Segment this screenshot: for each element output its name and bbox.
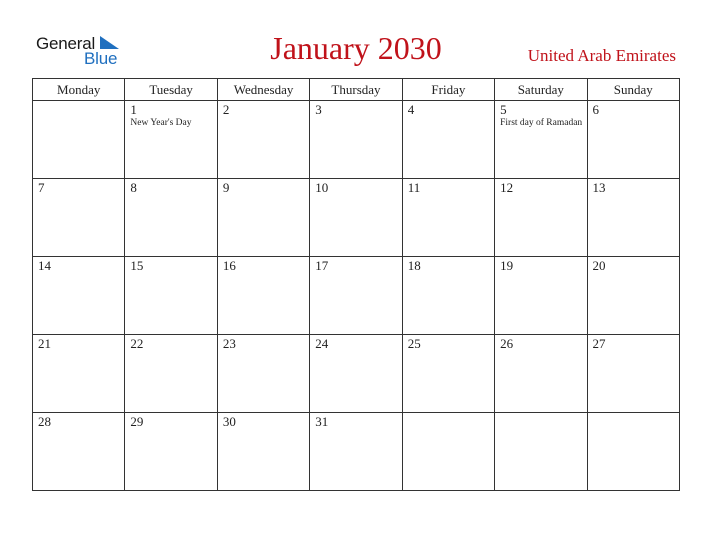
day-number: 18 (407, 258, 421, 273)
weekday-header: Tuesday (125, 79, 217, 101)
day-number: 27 (592, 336, 606, 351)
day-cell (402, 179, 494, 257)
day-number: 17 (315, 258, 329, 273)
day-cell (402, 335, 494, 413)
day-cell (587, 101, 679, 179)
day-cell (33, 257, 125, 335)
day-number: 29 (130, 414, 144, 429)
week-row (33, 257, 680, 335)
day-cell (217, 179, 309, 257)
day-cell (125, 101, 217, 179)
day-cell (125, 257, 217, 335)
day-number: 28 (38, 414, 51, 429)
day-cell (217, 335, 309, 413)
day-number: 7 (38, 180, 45, 195)
week-row (33, 179, 680, 257)
day-number: 26 (500, 336, 514, 351)
day-number: 12 (500, 180, 514, 195)
day-cell (495, 101, 587, 179)
week-row (33, 101, 680, 179)
day-cell (310, 257, 402, 335)
weekday-header: Sunday (587, 79, 679, 101)
day-cell (587, 179, 679, 257)
day-number: 5 (500, 102, 507, 117)
brand-name-general: General (36, 34, 96, 53)
brand-name-blue: Blue (84, 49, 118, 68)
day-number: 10 (315, 180, 329, 195)
day-cell (125, 179, 217, 257)
day-number: 9 (222, 180, 230, 195)
day-number: 2 (222, 102, 230, 117)
day-cell (125, 413, 217, 491)
day-number: 1 (130, 102, 137, 117)
day-cell (310, 335, 402, 413)
day-cell (587, 413, 679, 491)
day-cell (402, 257, 494, 335)
day-number: 31 (315, 414, 329, 429)
day-number: 11 (407, 180, 421, 195)
day-number: 13 (592, 180, 606, 195)
holiday-label: First day of Ramadan (500, 118, 583, 128)
weekday-header: Monday (33, 79, 125, 101)
day-number: 30 (222, 414, 236, 429)
day-number: 21 (38, 336, 51, 351)
day-cell (587, 335, 679, 413)
day-number: 23 (222, 336, 236, 351)
calendar-title: January 2030 (270, 30, 442, 66)
day-cell (495, 257, 587, 335)
day-cell (495, 335, 587, 413)
day-number: 25 (407, 336, 421, 351)
day-cell (33, 413, 125, 491)
weekday-header-row (33, 79, 680, 101)
day-cell (587, 257, 679, 335)
week-row (33, 413, 680, 491)
day-cell (217, 413, 309, 491)
country-name: United Arab Emirates (527, 46, 676, 65)
day-number: 8 (130, 180, 137, 195)
day-cell (310, 179, 402, 257)
day-cell (402, 413, 494, 491)
day-cell (310, 413, 402, 491)
day-number: 14 (38, 258, 51, 273)
calendar-grid (32, 78, 680, 491)
day-cell (125, 335, 217, 413)
weekday-header: Saturday (495, 79, 587, 101)
day-cell (495, 413, 587, 491)
day-number: 19 (500, 258, 514, 273)
day-cell (217, 257, 309, 335)
weekday-header: Friday (402, 79, 494, 101)
weekday-header: Thursday (310, 79, 402, 101)
day-cell (33, 101, 125, 179)
day-number: 20 (592, 258, 606, 273)
day-number: 16 (222, 258, 236, 273)
day-cell (495, 179, 587, 257)
day-cell (310, 101, 402, 179)
holiday-label: New Year's Day (130, 118, 192, 128)
day-cell (402, 101, 494, 179)
day-number: 15 (130, 258, 144, 273)
day-cell (33, 179, 125, 257)
day-number: 6 (592, 102, 600, 117)
weekday-header: Wednesday (217, 79, 309, 101)
day-cell (217, 101, 309, 179)
day-cell (33, 335, 125, 413)
day-number: 3 (315, 102, 322, 117)
day-number: 24 (315, 336, 329, 351)
week-row (33, 335, 680, 413)
day-number: 22 (130, 336, 144, 351)
day-number: 4 (407, 102, 415, 117)
